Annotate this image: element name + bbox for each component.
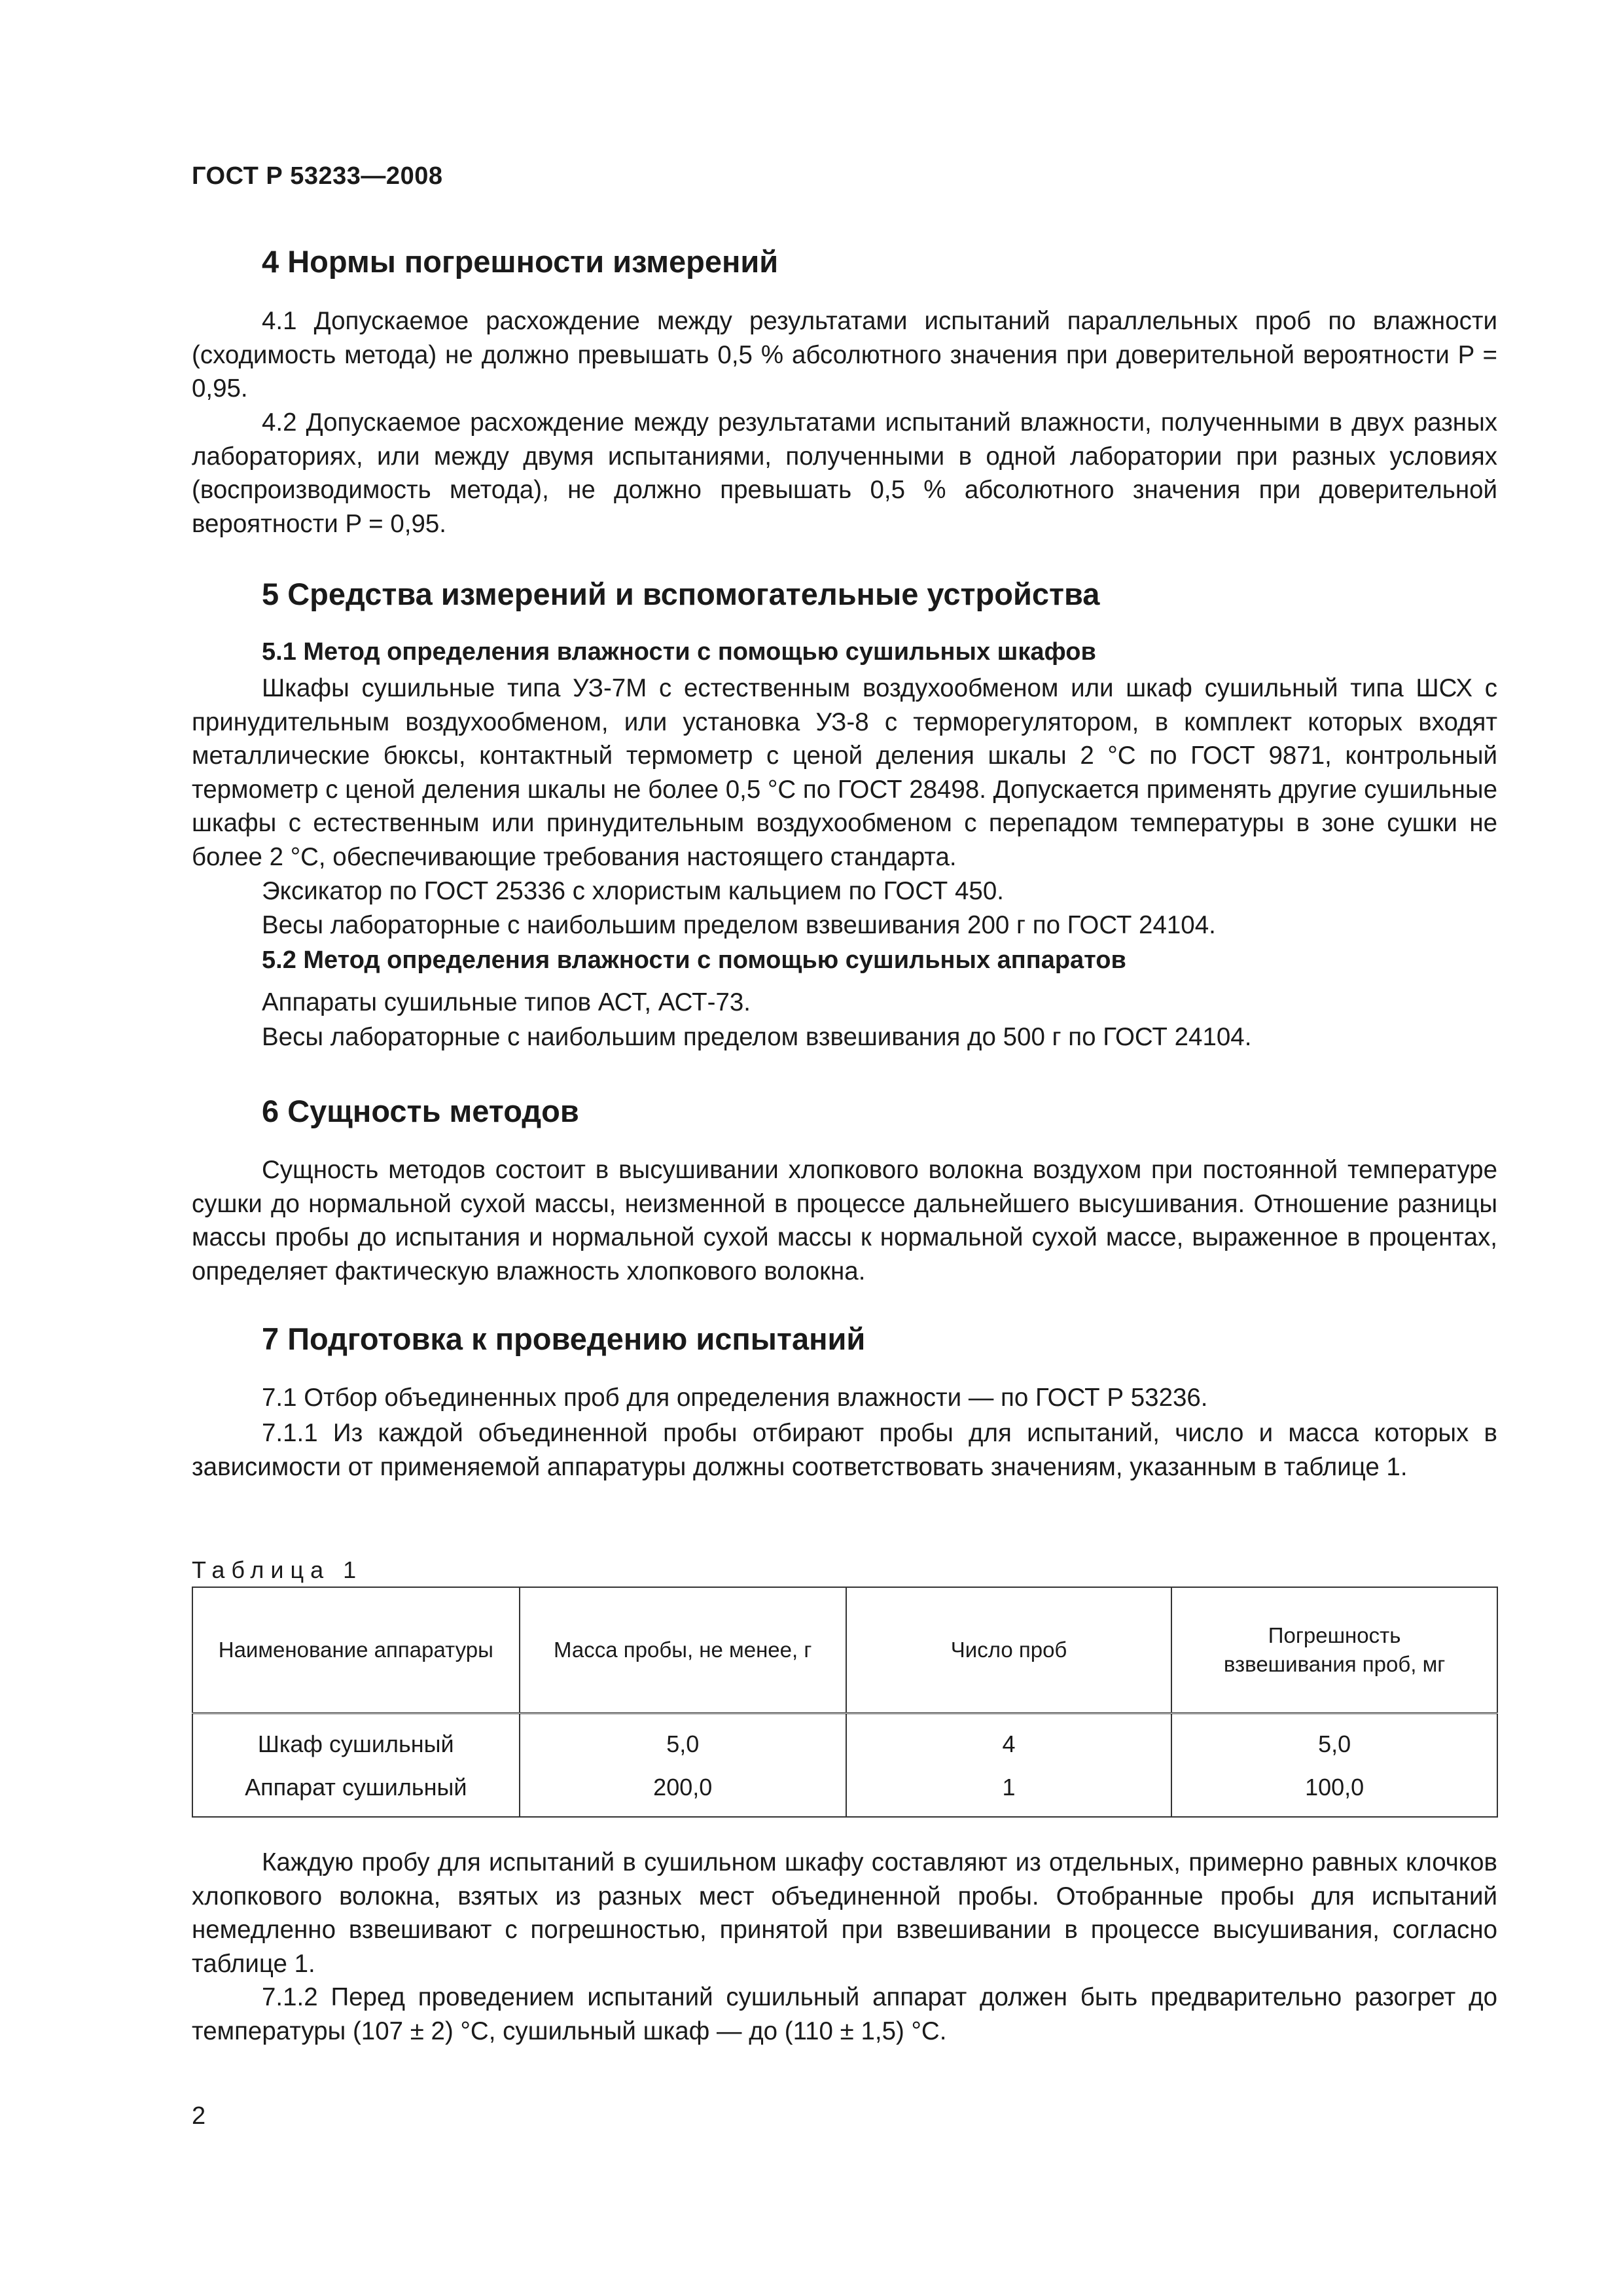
table-header-cell bbox=[1171, 1587, 1497, 1713]
table-cell: Шкаф сушильный bbox=[192, 1713, 520, 1767]
paragraph-7-1: 7.1 Отбор объединенных проб для определения влажности — по ГОСТ Р 53236. bbox=[262, 1384, 1208, 1412]
section-4-title: 4 Нормы погрешности измерений bbox=[262, 244, 779, 279]
table-header-cell: Масса пробы, не менее, г bbox=[520, 1587, 846, 1713]
paragraph-4-2: 4.2 Допускаемое расхождение между результатами испытаний влажности, полученными в двух разных лабораториях, или между двумя испытаниями, полученными в одной лаборатории при разных условиях (воспроизводимость метода), не должно превышать 0,5 % абсолютного значения при доверительной вероятности P = 0,95. bbox=[192, 408, 1497, 538]
paragraph-7-1-1: 7.1.1 Из каждой объединенной пробы отбирают пробы для испытаний, число и масса которых в зависимости от применяемой аппаратуры должны соответствовать значениям, указанным в таблице 1. bbox=[192, 1419, 1497, 1481]
table-cell: 200,0 bbox=[520, 1766, 846, 1817]
paragraph-5-1-equipment: Шкафы сушильные типа УЗ-7М с естественным воздухообменом или шкаф сушильный типа ШСХ с принудительным воздухообменом, или установка УЗ-8 с терморегулятором, в комплект которых входят металлические бюксы, контактный термометр с ценой деления шкалы 2 °С по ГОСТ 9871, контрольный термометр с ценой деления шкалы не более 0,5 °С по ГОСТ 28498. Допускается применять другие сушильные шкафы с естественным или принудительным воздухообменом с перепадом температуры в зоне сушки не более 2 °С, обеспечивающие требования настоящего стандарта. bbox=[192, 674, 1497, 871]
table-header-text: Погрешность взвешивания проб, мг bbox=[1223, 1623, 1446, 1676]
table-cell: Аппарат сушильный bbox=[192, 1766, 520, 1817]
table-cell: 5,0 bbox=[1171, 1713, 1497, 1767]
paragraph-5-1-desiccator: Эксикатор по ГОСТ 25336 с хлористым кальцием по ГОСТ 450. bbox=[262, 877, 1004, 905]
paragraph-7-1-2: 7.1.2 Перед проведением испытаний сушильный аппарат должен быть предварительно разогрет до температуры (107 ± 2) °С, сушильный шкаф — до (110 ± 1,5) °С. bbox=[192, 1983, 1497, 2045]
table-cell: 4 bbox=[846, 1713, 1171, 1767]
table-cell: 100,0 bbox=[1171, 1766, 1497, 1817]
paragraph-4-1: 4.1 Допускаемое расхождение между результатами испытаний параллельных проб по влажности (сходимость метода) не должно превышать 0,5 % абсолютного значения при доверительной вероятности P = 0,95. bbox=[192, 307, 1497, 403]
table-cell: 1 bbox=[846, 1766, 1171, 1817]
paragraph-5-1-scales: Весы лабораторные с наибольшим пределом взвешивания 200 г по ГОСТ 24104. bbox=[262, 911, 1216, 939]
paragraph-7-sample-composition: Каждую пробу для испытаний в сушильном шкафу составляют из отдельных, примерно равных клочков хлопкового волокна, взятых из разных мест объединенной пробы. Отобранные пробы для испытаний немедленно взвешивают с погрешностью, принятой при взвешивании в процессе высушивания, согласно таблице 1. bbox=[192, 1848, 1497, 1978]
table-row bbox=[192, 1713, 1497, 1767]
table-cell: 5,0 bbox=[520, 1713, 846, 1767]
table-header-cell: Наименование аппаратуры bbox=[192, 1587, 520, 1713]
page-number: 2 bbox=[192, 2102, 206, 2130]
paragraph-5-2-apparatus: Аппараты сушильные типов АСТ, АСТ-73. bbox=[262, 988, 751, 1016]
section-5-title: 5 Средства измерений и вспомогательные устройства bbox=[262, 577, 1100, 611]
section-7-title: 7 Подготовка к проведению испытаний bbox=[262, 1321, 866, 1356]
section-6-title: 6 Сущность методов bbox=[262, 1094, 579, 1128]
table-caption: Таблица 1 bbox=[192, 1556, 363, 1583]
table-1 bbox=[192, 1587, 1498, 1818]
subsection-5-1-title: 5.1 Метод определения влажности с помощью сушильных шкафов bbox=[262, 638, 1096, 666]
table-header-row bbox=[192, 1587, 1497, 1713]
table-header-cell: Число проб bbox=[846, 1587, 1171, 1713]
paragraph-5-2-scales: Весы лабораторные с наибольшим пределом взвешивания до 500 г по ГОСТ 24104. bbox=[262, 1023, 1252, 1051]
table-row bbox=[192, 1766, 1497, 1817]
document-id-header: ГОСТ Р 53233—2008 bbox=[192, 162, 443, 190]
subsection-5-2-title: 5.2 Метод определения влажности с помощью сушильных аппаратов bbox=[262, 946, 1126, 974]
paragraph-6-essence: Сущность методов состоит в высушивании хлопкового волокна воздухом при постоянной температуре сушки до нормальной сухой массы, неизменной в процессе дальнейшего высушивания. Отношение разницы массы пробы до испытания и нормальной сухой массы к нормальной сухой массе, выраженное в процентах, определяет фактическую влажность хлопкового волокна. bbox=[192, 1156, 1497, 1285]
